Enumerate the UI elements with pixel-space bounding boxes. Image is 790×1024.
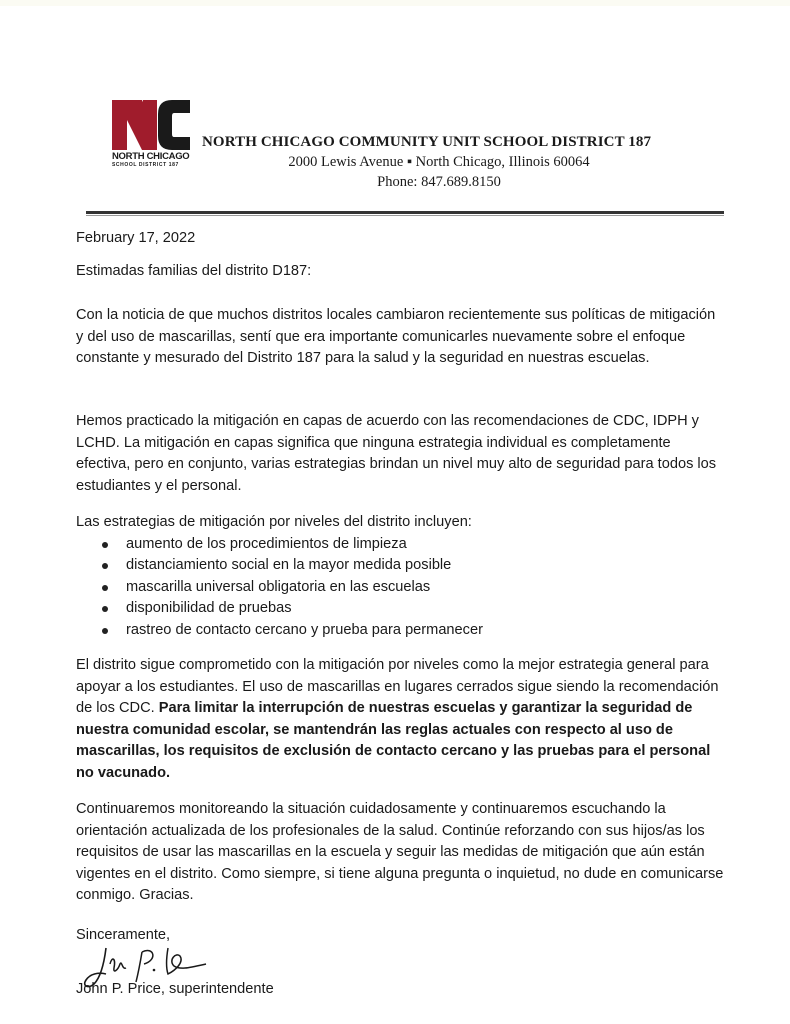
letterhead-text: [204, 134, 674, 191]
paragraph-2-text: Hemos practicado la mitigación en capas de acuerdo con las recomendaciones de CDC, IDPH y LCHD. La mitigación en capas significa que ninguna estrategia individual es completamente efectiva, pero en conjunto, varias estrategias brindan un nivel muy alto de seguridad para todos los estudiantes y el personal.: [76, 413, 717, 494]
list-item: mascarilla universal obligatoria en las escuelas: [76, 577, 726, 599]
district-name: NORTH CHICAGO COMMUNITY UNIT SCHOOL DISTRICT 187: [202, 134, 652, 150]
letterhead-rule: [86, 211, 724, 214]
list-item: aumento de los procedimientos de limpieza: [76, 534, 726, 556]
district-address: 2000 Lewis Avenue ▪ North Chicago, Illinois 60064: [288, 154, 590, 170]
paragraph-1-text: Con la noticia de que muchos distritos locales cambiaron recientemente sus políticas de mitigación y del uso de mascarillas, sentí que era importante comunicarles nuevamente sobre el enfoque constante y mesurado del Distrito 187 para la salud y la seguridad en nuestras escuelas.: [76, 307, 716, 366]
district-logo: [112, 100, 194, 170]
letter-date: February 17, 2022: [76, 230, 196, 246]
signer-name: John P. Price, superintendente: [76, 981, 274, 997]
logo-name: NORTH CHICAGO: [112, 151, 190, 162]
district-phone: Phone: 847.689.8150: [377, 174, 501, 190]
logo-sub: SCHOOL DISTRICT 187: [112, 162, 179, 168]
list-item: rastreo de contacto cercano y prueba para permanecer: [76, 620, 726, 642]
list-item: disponibilidad de pruebas: [76, 598, 726, 620]
closing: Sinceramente,: [76, 927, 171, 943]
list-item: distanciamiento social en la mayor medida posible: [76, 555, 726, 577]
letterhead-rule-thin: [86, 215, 724, 216]
paragraph-1: [76, 305, 726, 370]
nc-logo-mark: [112, 100, 190, 150]
strategies-list: [76, 534, 726, 642]
strategies-section: [76, 512, 726, 641]
paragraph-4-bold: Para limitar la interrupción de nuestras escuelas y garantizar la seguridad de nuestra comunidad escolar, se mantendrán las reglas actuales con respecto al uso de mascarillas, los requisitos de exclusión de contacto cercano y las pruebas para el personal no vacunado.: [76, 700, 711, 781]
paragraph-5-text: Continuaremos monitoreando la situación cuidadosamente y continuaremos escuchando la orientación actualizada de los profesionales de la salud. Continúe reforzando con sus hijos/as los requisitos de usar las mascarillas en la escuela y seguir las medidas de mitigación que aún están vigentes en el distrito. Como siempre, si tiene alguna pregunta o inquietud, no dude en comunicarse conmigo. Gracias.: [76, 801, 724, 903]
scan-edge: [0, 0, 790, 6]
paragraph-4: [76, 655, 726, 784]
paragraph-4-plain: El distrito sigue comprometido con la mitigación por niveles como la mejor estrategia general para apoyar a los estudiantes. El uso de mascarillas en lugares cerrados sigue siendo la recomendación de los CDC.: [76, 657, 719, 716]
paragraph-5: [76, 799, 726, 907]
paragraph-4-text: [76, 655, 726, 784]
paragraph-2: [76, 411, 726, 497]
greeting: Estimadas familias del distrito D187:: [76, 263, 312, 279]
strategies-intro: Las estrategias de mitigación por niveles del distrito incluyen:: [76, 514, 472, 530]
